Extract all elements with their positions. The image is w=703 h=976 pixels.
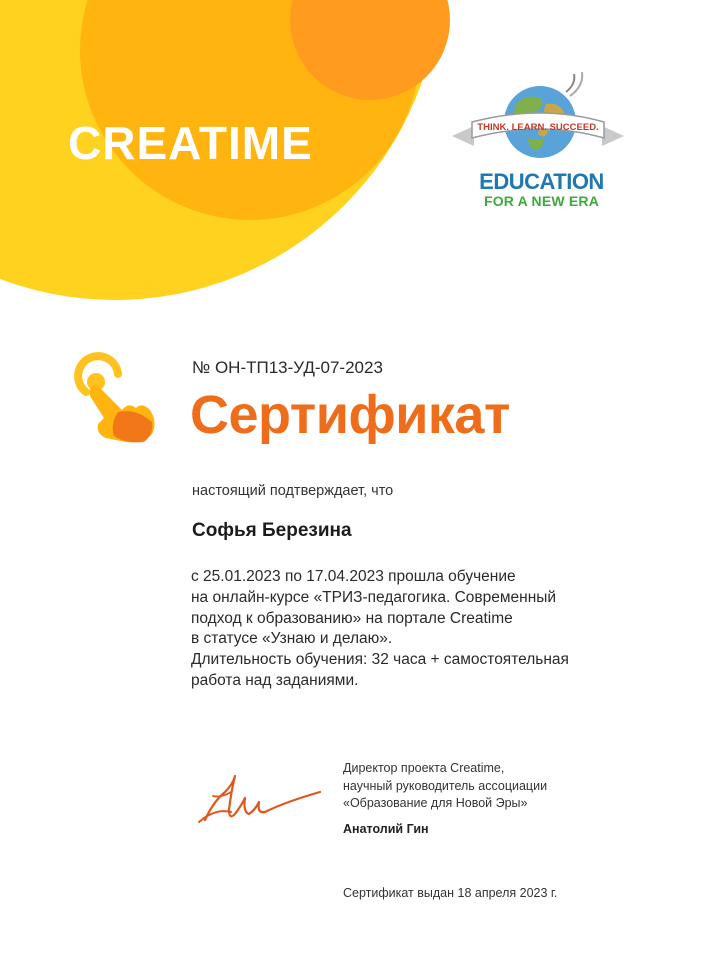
director-title-line: «Образование для Новой Эры»	[343, 796, 528, 810]
course-line: на онлайн-курсе «ТРИЗ-педагогика. Современный	[191, 588, 557, 606]
course-line: с 25.01.2023 по 17.04.2023 прошла обучение	[191, 568, 516, 585]
partner-logo-line1: EDUCATION	[479, 169, 604, 194]
director-title-line: Директор проекта Creatime,	[343, 761, 505, 775]
course-line: работа над заданиями.	[191, 671, 359, 689]
issue-date: Сертификат выдан 18 апреля 2023 г.	[343, 886, 558, 900]
creatime-logo: CREATIME	[68, 117, 313, 169]
director-name: Анатолий Гин	[343, 822, 429, 836]
course-line: в статусе «Узнаю и делаю».	[191, 630, 393, 648]
confirmation-text: настоящий подтверждает, что	[192, 483, 394, 499]
director-signature	[195, 762, 325, 832]
partner-logo-line2: FOR A NEW ERA	[483, 193, 600, 209]
director-title	[343, 760, 547, 813]
partner-ribbon-text: THINK. LEARN. SUCCEED.	[477, 122, 599, 133]
director-title-line: научный руководитель ассоциации	[343, 778, 548, 793]
recipient-name: Софья Березина	[192, 520, 352, 541]
course-line: подход к образованию» на портале Creatime	[191, 609, 513, 627]
certificate-number: № ОН-ТП13-УД-07-2023	[192, 358, 383, 377]
course-description	[191, 567, 661, 692]
course-line: Длительность обучения: 32 часа + самостоятельная	[191, 651, 569, 669]
globe-icon	[448, 70, 628, 170]
tap-hand-icon	[66, 352, 158, 446]
certificate-title: Сертификат	[190, 385, 510, 445]
education-new-era-logo	[448, 70, 628, 220]
